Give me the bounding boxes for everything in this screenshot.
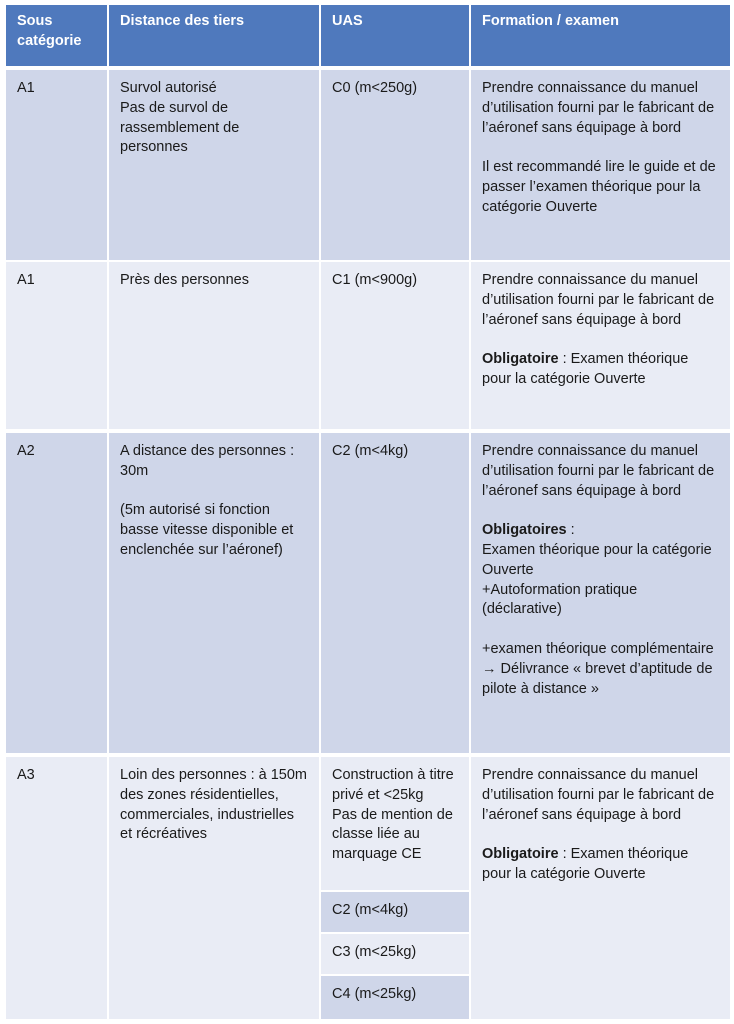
row2-uas: C1 (m<900g) bbox=[321, 262, 469, 429]
row4-uas-private-l2: Pas de mention de classe liée au marquage CE bbox=[332, 806, 453, 863]
row1-distance-line1: Survol autorisé bbox=[120, 80, 217, 96]
row3-distance-p2: (5m autorisé si fonction basse vitesse disponible et enclenchée sur l’aéronef) bbox=[120, 502, 294, 558]
row4-formation-p2 bbox=[482, 845, 720, 885]
row1-formation bbox=[471, 70, 730, 260]
row3-category: A2 bbox=[6, 433, 107, 753]
row2-category: A1 bbox=[6, 262, 107, 429]
row1-formation-p2: Il est recommandé lire le guide et de passer l’examen théorique pour la catégorie Ouverte bbox=[482, 159, 716, 215]
row1-distance bbox=[109, 70, 319, 260]
row3-formation-l3: +examen théorique complémentaire bbox=[482, 640, 714, 657]
row3-uas: C2 (m<4kg) bbox=[321, 433, 469, 753]
row3-obligatoires-label: Obligatoires bbox=[482, 522, 567, 539]
row3-formation-l1: Examen théorique pour la catégorie Ouverte bbox=[482, 541, 712, 578]
row4-formation bbox=[471, 757, 730, 1019]
row4-uas-private-l1: Construction à titre privé et <25kg bbox=[332, 767, 454, 803]
row4-obligatoire-label: Obligatoire bbox=[482, 846, 559, 863]
header-uas: UAS bbox=[321, 5, 469, 66]
row3-formation-p1: Prendre connaissance du manuel d’utilisation fourni par le fabricant de l’aéronef sans équipage à bord bbox=[482, 443, 715, 499]
row1-category: A1 bbox=[6, 70, 107, 260]
row1-uas: C0 (m<250g) bbox=[321, 70, 469, 260]
row1-distance-line2: Pas de survol de rassemblement de personnes bbox=[120, 99, 240, 156]
row3-formation-l2: +Autoformation pratique (déclarative) bbox=[482, 581, 638, 618]
row4-uas-c3: C3 (m<25kg) bbox=[321, 934, 469, 974]
row1-formation-p1: Prendre connaissance du manuel d’utilisation fourni par le fabricant de l’aéronef sans équipage à bord bbox=[482, 80, 715, 136]
row2-obligatoire-text: : Examen théorique pour la catégorie Ouverte bbox=[482, 351, 689, 387]
row4-uas-c4: C4 (m<25kg) bbox=[321, 976, 469, 1019]
row3-formation bbox=[471, 433, 730, 753]
row4-distance: Loin des personnes : à 150m des zones résidentielles, commerciales, industrielles et récréatives bbox=[109, 757, 319, 1019]
row3-formation-heading bbox=[482, 521, 720, 541]
row4-uas-c2: C2 (m<4kg) bbox=[321, 892, 469, 932]
row3-distance bbox=[109, 433, 319, 753]
row2-distance: Près des personnes bbox=[109, 262, 319, 429]
row3-colon: : bbox=[566, 522, 575, 539]
row2-formation-p2 bbox=[482, 350, 720, 390]
categories-table bbox=[6, 5, 730, 1019]
row3-distance-p1: A distance des personnes : 30m bbox=[120, 443, 295, 479]
row4-obligatoire-text: : Examen théorique pour la catégorie Ouverte bbox=[482, 846, 689, 882]
row2-formation-p1: Prendre connaissance du manuel d’utilisation fourni par le fabricant de l’aéronef sans équipage à bord bbox=[482, 272, 715, 328]
row3-formation-l4: → Délivrance « brevet d’aptitude de pilote à distance » bbox=[482, 660, 713, 697]
row2-formation bbox=[471, 262, 730, 429]
header-sous-categorie: Sous catégorie bbox=[6, 5, 107, 66]
row2-obligatoire-label: Obligatoire bbox=[482, 351, 559, 368]
header-distance: Distance des tiers bbox=[109, 5, 319, 66]
row4-category: A3 bbox=[6, 757, 107, 1019]
row4-formation-p1: Prendre connaissance du manuel d’utilisation fourni par le fabricant de l’aéronef sans équipage à bord bbox=[482, 767, 715, 823]
row4-uas-private bbox=[321, 757, 469, 890]
header-formation: Formation / examen bbox=[471, 5, 730, 66]
